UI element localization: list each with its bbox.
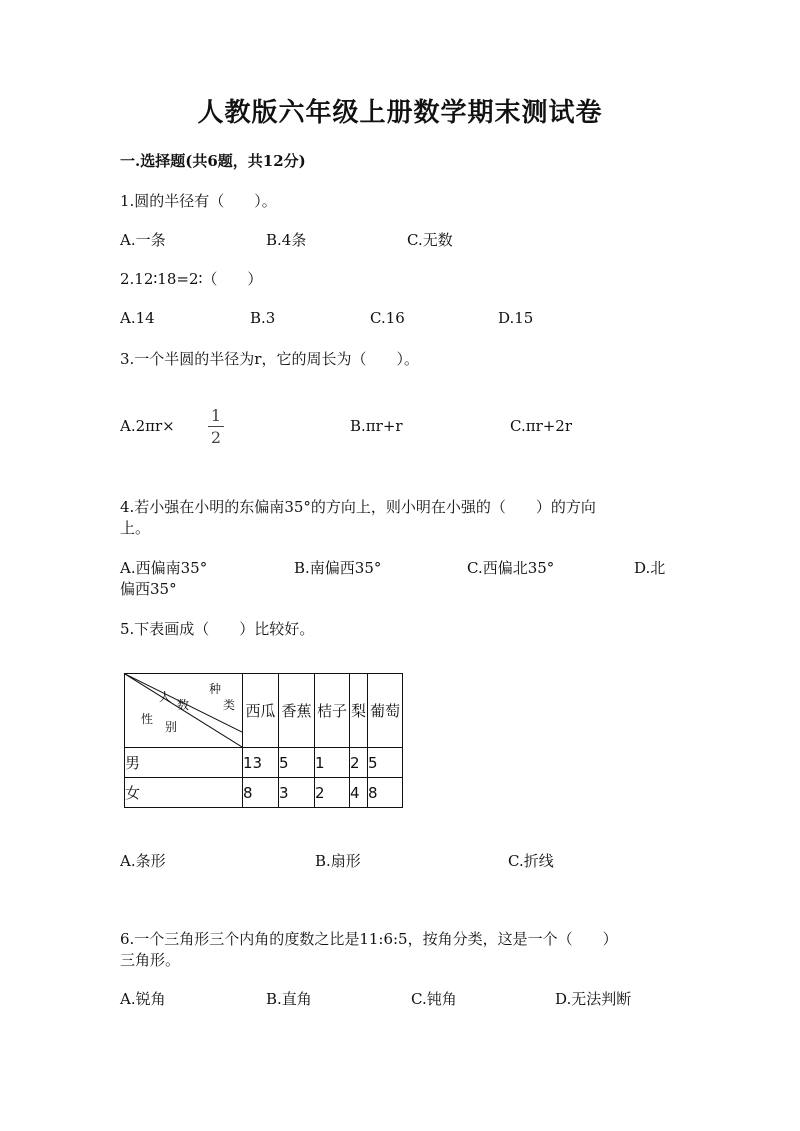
table-row-male bbox=[125, 748, 403, 778]
table-corner-cell bbox=[125, 674, 243, 748]
question-4-stem-continued: 上。 bbox=[120, 519, 151, 537]
row-label-female: 女 bbox=[125, 778, 243, 808]
header-watermelon: 西瓜 bbox=[243, 674, 279, 748]
question-4-stem: 4.若小强在小明的东偏南35°的方向上，则小明在小强的（ ）的方向 bbox=[120, 498, 596, 516]
table-header-row bbox=[125, 674, 403, 748]
corner-label-bie: 别 bbox=[165, 720, 178, 734]
row-label-male: 男 bbox=[125, 748, 243, 778]
header-tangerine: 桔子 bbox=[315, 674, 350, 748]
table-cell: 8 bbox=[368, 778, 403, 808]
table-cell: 1 bbox=[315, 748, 350, 778]
question-5-option-b: B.扇形 bbox=[315, 852, 361, 870]
question-4-option-c: C.西偏北35° bbox=[467, 559, 555, 577]
table-cell: 4 bbox=[350, 778, 368, 808]
corner-label-shu: 数 bbox=[177, 698, 190, 712]
question-6-stem-continued: 三角形。 bbox=[120, 951, 181, 969]
question-4-option-d-continued: 偏西35° bbox=[120, 580, 177, 598]
header-banana: 香蕉 bbox=[279, 674, 315, 748]
question-2-option-a: A.14 bbox=[120, 309, 155, 327]
question-4-option-a: A.西偏南35° bbox=[120, 559, 208, 577]
question-6-stem: 6.一个三角形三个内角的度数之比是11:6:5，按角分类，这是一个（ ） bbox=[120, 930, 618, 948]
table-cell: 3 bbox=[279, 778, 315, 808]
question-2-option-c: C.16 bbox=[370, 309, 405, 327]
question-1-stem: 1.圆的半径有（ ）。 bbox=[120, 192, 277, 210]
corner-label-ren: 人 bbox=[159, 690, 172, 704]
table-cell: 5 bbox=[368, 748, 403, 778]
question-6-option-b: B.直角 bbox=[266, 990, 312, 1008]
question-1-option-a: A.一条 bbox=[120, 231, 166, 249]
question-5-option-a: A.条形 bbox=[120, 852, 166, 870]
corner-label-lei: 类 bbox=[223, 698, 236, 712]
table-cell: 8 bbox=[243, 778, 279, 808]
fraction-numerator: 1 bbox=[210, 406, 222, 425]
question-3-option-a: A.2πr× bbox=[120, 417, 175, 435]
question-2-stem: 2.12∶18=2∶（ ） bbox=[120, 270, 263, 288]
table-cell: 2 bbox=[315, 778, 350, 808]
header-pear: 梨 bbox=[350, 674, 368, 748]
question-3-option-c: C.πr+2r bbox=[510, 417, 573, 435]
question-1-option-b: B.4条 bbox=[266, 231, 307, 249]
corner-label-xing: 性 bbox=[141, 712, 154, 726]
question-5-stem: 5.下表画成（ ）比较好。 bbox=[120, 620, 315, 638]
question-1-option-c: C.无数 bbox=[407, 231, 453, 249]
question-6-option-c: C.钝角 bbox=[411, 990, 457, 1008]
table-cell: 5 bbox=[279, 748, 315, 778]
table-cell: 13 bbox=[243, 748, 279, 778]
question-2-option-d: D.15 bbox=[498, 309, 534, 327]
header-grape: 葡萄 bbox=[368, 674, 403, 748]
fraction-denominator: 2 bbox=[210, 428, 222, 447]
section-heading: 一.选择题(共6题，共12分) bbox=[120, 152, 306, 170]
question-6-option-a: A.锐角 bbox=[120, 990, 166, 1008]
question-3-option-b: B.πr+r bbox=[350, 417, 403, 435]
fraction-bar bbox=[208, 426, 224, 427]
question-3-stem: 3.一个半圆的半径为r，它的周长为（ ）。 bbox=[120, 350, 419, 368]
question-6-option-d: D.无法判断 bbox=[555, 990, 632, 1008]
exam-title: 人教版六年级上册数学期末测试卷 bbox=[197, 98, 603, 128]
question-4-option-d: D.北 bbox=[634, 559, 666, 577]
question-2-option-b: B.3 bbox=[250, 309, 276, 327]
fraction-one-half bbox=[205, 407, 227, 446]
question-5-option-c: C.折线 bbox=[508, 852, 554, 870]
question-4-option-b: B.南偏西35° bbox=[294, 559, 382, 577]
fruit-preference-table bbox=[124, 673, 403, 808]
table-row-female bbox=[125, 778, 403, 808]
corner-label-zhong: 种 bbox=[209, 682, 222, 696]
table-cell: 2 bbox=[350, 748, 368, 778]
